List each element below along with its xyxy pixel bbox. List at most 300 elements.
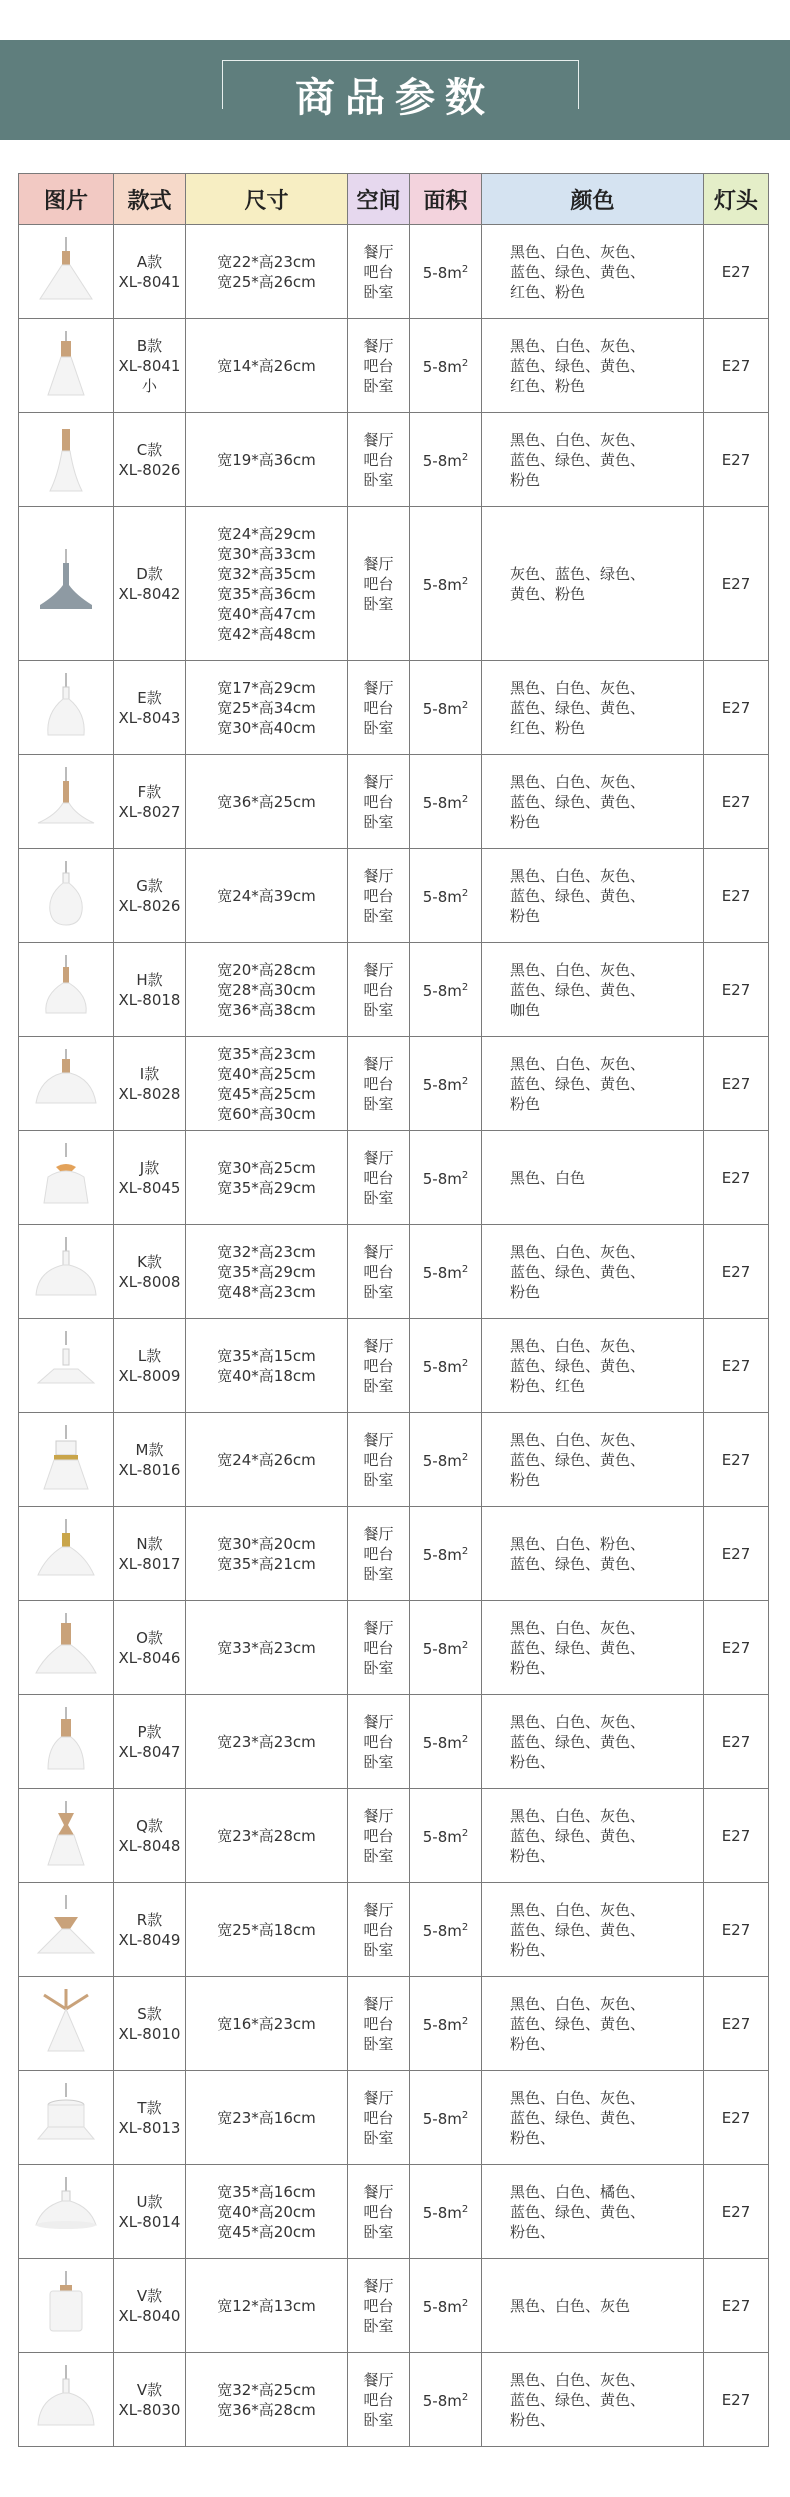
area-unit-superscript: 2 bbox=[461, 2016, 469, 2027]
picture-cell bbox=[19, 413, 114, 507]
cell-line: 吧台 bbox=[363, 2108, 394, 2127]
cell-line: 宽30*高25cm bbox=[217, 1158, 316, 1177]
cell-line: 蓝色、绿色、黄色、 bbox=[510, 1826, 646, 1845]
cell-line: 吧台 bbox=[363, 450, 394, 469]
space-cell bbox=[348, 1789, 410, 1883]
cell-line: V款 bbox=[136, 2286, 163, 2305]
lamp-base-value: E27 bbox=[721, 2108, 751, 2127]
cell-line: 宽35*高23cm bbox=[217, 1044, 316, 1063]
space-cell bbox=[348, 1601, 410, 1695]
area-cell bbox=[410, 225, 482, 319]
area-unit-superscript: 2 bbox=[461, 1170, 469, 1181]
space-cell bbox=[348, 2071, 410, 2165]
cell-line: 宽40*高47cm bbox=[217, 604, 316, 623]
area-cell bbox=[410, 1225, 482, 1319]
cell-line: 餐厅 bbox=[363, 1712, 394, 1731]
cell-line: 吧台 bbox=[363, 1544, 394, 1563]
area-unit-superscript: 2 bbox=[461, 1640, 469, 1651]
space-cell bbox=[348, 1131, 410, 1225]
style-cell bbox=[114, 1977, 186, 2071]
area-cell bbox=[410, 2165, 482, 2259]
colors-cell bbox=[482, 1319, 704, 1413]
cell-line: 宽35*高15cm bbox=[217, 1346, 316, 1365]
area-unit-superscript: 2 bbox=[461, 794, 469, 805]
lamp-base-cell bbox=[704, 2353, 769, 2447]
lamp-i-icon bbox=[26, 1049, 106, 1119]
table-row bbox=[19, 2071, 769, 2165]
cell-line: 蓝色、绿色、黄色、 bbox=[510, 886, 646, 905]
space-cell bbox=[348, 319, 410, 413]
lamp-base-value: E27 bbox=[721, 980, 751, 999]
style-cell bbox=[114, 319, 186, 413]
cell-line: C款 bbox=[136, 440, 163, 459]
area-value: 5-8m bbox=[422, 794, 462, 812]
cell-line: 黑色、白色、灰色、 bbox=[510, 430, 646, 449]
cell-line: 蓝色、绿色、黄色、 bbox=[510, 2014, 646, 2033]
picture-cell bbox=[19, 319, 114, 413]
colors-cell bbox=[482, 319, 704, 413]
area-unit-superscript: 2 bbox=[461, 982, 469, 993]
size-cell bbox=[186, 1601, 348, 1695]
cell-line: 宽20*高28cm bbox=[217, 960, 316, 979]
cell-line: 粉色、 bbox=[510, 2034, 556, 2053]
column-header: 颜色 bbox=[482, 174, 704, 225]
area-value: 5-8m bbox=[422, 452, 462, 470]
lamp-base-cell bbox=[704, 2259, 769, 2353]
area-value: 5-8m bbox=[422, 1828, 462, 1846]
space-cell bbox=[348, 2259, 410, 2353]
cell-line: 宽35*高16cm bbox=[217, 2182, 316, 2201]
area-unit-superscript: 2 bbox=[461, 1828, 469, 1839]
picture-cell bbox=[19, 661, 114, 755]
lamp-base-value: E27 bbox=[721, 450, 751, 469]
lamp-u-icon bbox=[26, 2177, 106, 2247]
cell-line: N款 bbox=[136, 1534, 163, 1553]
cell-line: 黑色、白色、灰色、 bbox=[510, 2088, 646, 2107]
cell-line: 吧台 bbox=[363, 1638, 394, 1657]
cell-line: 黄色、粉色 bbox=[510, 584, 586, 603]
cell-line: 蓝色、绿色、黄色、 bbox=[510, 980, 646, 999]
area-cell bbox=[410, 1413, 482, 1507]
picture-cell bbox=[19, 849, 114, 943]
picture-cell bbox=[19, 1319, 114, 1413]
cell-line: 黑色、白色、灰色、 bbox=[510, 1900, 646, 1919]
lamp-a-icon bbox=[26, 237, 106, 307]
area-cell bbox=[410, 1977, 482, 2071]
size-cell bbox=[186, 507, 348, 661]
area-unit-superscript: 2 bbox=[461, 700, 469, 711]
size-cell bbox=[186, 755, 348, 849]
space-cell bbox=[348, 2353, 410, 2447]
size-cell bbox=[186, 1883, 348, 1977]
cell-line: 卧室 bbox=[363, 1282, 394, 1301]
cell-line: 餐厅 bbox=[363, 2276, 394, 2295]
cell-line: 卧室 bbox=[363, 812, 394, 831]
cell-line: XL-8013 bbox=[118, 2118, 181, 2137]
cell-line: 粉色 bbox=[510, 470, 541, 489]
lamp-base-cell bbox=[704, 1413, 769, 1507]
picture-cell bbox=[19, 2353, 114, 2447]
lamp-base-cell bbox=[704, 1601, 769, 1695]
style-cell bbox=[114, 2353, 186, 2447]
cell-line: 卧室 bbox=[363, 2316, 394, 2335]
lamp-base-value: E27 bbox=[721, 698, 751, 717]
lamp-base-value: E27 bbox=[721, 1262, 751, 1281]
cell-line: 餐厅 bbox=[363, 2088, 394, 2107]
cell-line: 宽45*高25cm bbox=[217, 1084, 316, 1103]
cell-line: XL-8026 bbox=[118, 460, 181, 479]
cell-line: 卧室 bbox=[363, 1940, 394, 1959]
cell-line: XL-8047 bbox=[118, 1742, 181, 1761]
cell-line: 蓝色、绿色、黄色、 bbox=[510, 450, 646, 469]
lamp-base-cell bbox=[704, 943, 769, 1037]
style-cell bbox=[114, 413, 186, 507]
lamp-base-cell bbox=[704, 225, 769, 319]
cell-line: P款 bbox=[137, 1722, 162, 1741]
cell-line: 宽25*高26cm bbox=[217, 272, 316, 291]
cell-line: 咖色 bbox=[510, 1000, 541, 1019]
lamp-q-icon bbox=[26, 1801, 106, 1871]
header bbox=[0, 0, 790, 148]
cell-line: 黑色、白色、灰色、 bbox=[510, 772, 646, 791]
cell-line: XL-8010 bbox=[118, 2024, 181, 2043]
lamp-base-value: E27 bbox=[721, 1450, 751, 1469]
space-cell bbox=[348, 849, 410, 943]
cell-line: 粉色、 bbox=[510, 2410, 556, 2429]
cell-line: T款 bbox=[137, 2098, 162, 2117]
cell-line: 吧台 bbox=[363, 2296, 394, 2315]
picture-cell bbox=[19, 1037, 114, 1131]
area-value: 5-8m bbox=[422, 2298, 462, 2316]
lamp-base-cell bbox=[704, 319, 769, 413]
lamp-base-cell bbox=[704, 849, 769, 943]
area-cell bbox=[410, 2259, 482, 2353]
column-header: 款式 bbox=[114, 174, 186, 225]
cell-line: 卧室 bbox=[363, 1470, 394, 1489]
cell-line: 餐厅 bbox=[363, 1054, 394, 1073]
area-cell bbox=[410, 413, 482, 507]
cell-line: 蓝色、绿色、黄色、 bbox=[510, 2108, 646, 2127]
cell-line: 粉色、 bbox=[510, 1846, 556, 1865]
cell-line: I款 bbox=[139, 1064, 160, 1083]
lamp-base-value: E27 bbox=[721, 1168, 751, 1187]
area-value: 5-8m bbox=[422, 2392, 462, 2410]
cell-line: 宽24*高26cm bbox=[217, 1450, 316, 1469]
cell-line: 餐厅 bbox=[363, 960, 394, 979]
cell-line: 黑色、白色、灰色、 bbox=[510, 678, 646, 697]
style-cell bbox=[114, 2259, 186, 2353]
area-unit-superscript: 2 bbox=[461, 264, 469, 275]
lamp-base-cell bbox=[704, 2071, 769, 2165]
style-cell bbox=[114, 225, 186, 319]
cell-line: 卧室 bbox=[363, 1752, 394, 1771]
size-cell bbox=[186, 1789, 348, 1883]
area-cell bbox=[410, 849, 482, 943]
colors-cell bbox=[482, 943, 704, 1037]
cell-line: Q款 bbox=[136, 1816, 163, 1835]
cell-line: 黑色、白色、灰色、 bbox=[510, 1242, 646, 1261]
colors-cell bbox=[482, 1977, 704, 2071]
area-unit-superscript: 2 bbox=[461, 2392, 469, 2403]
lamp-t-icon bbox=[26, 2083, 106, 2153]
cell-line: 卧室 bbox=[363, 2034, 394, 2053]
cell-line: 吧台 bbox=[363, 1168, 394, 1187]
area-value: 5-8m bbox=[422, 2016, 462, 2034]
area-unit-superscript: 2 bbox=[461, 2298, 469, 2309]
cell-line: 黑色、白色、灰色、 bbox=[510, 1994, 646, 2013]
cell-line: S款 bbox=[137, 2004, 162, 2023]
page-title: 商品参数 bbox=[295, 75, 495, 121]
area-cell bbox=[410, 755, 482, 849]
lamp-base-cell bbox=[704, 507, 769, 661]
column-header: 灯头 bbox=[704, 174, 769, 225]
cell-line: 餐厅 bbox=[363, 1524, 394, 1543]
cell-line: 卧室 bbox=[363, 470, 394, 489]
size-cell bbox=[186, 661, 348, 755]
colors-cell bbox=[482, 849, 704, 943]
area-value: 5-8m bbox=[422, 1734, 462, 1752]
cell-line: 蓝色、绿色、黄色、 bbox=[510, 1262, 646, 1281]
lamp-base-value: E27 bbox=[721, 1732, 751, 1751]
cell-line: XL-8017 bbox=[118, 1554, 181, 1573]
lamp-base-value: E27 bbox=[721, 1544, 751, 1563]
table-row bbox=[19, 1131, 769, 1225]
column-header: 尺寸 bbox=[186, 174, 348, 225]
cell-line: 餐厅 bbox=[363, 678, 394, 697]
lamp-base-cell bbox=[704, 1883, 769, 1977]
cell-line: XL-8049 bbox=[118, 1930, 181, 1949]
area-cell bbox=[410, 1319, 482, 1413]
size-cell bbox=[186, 1037, 348, 1131]
lamp-base-cell bbox=[704, 1977, 769, 2071]
cell-line: 红色、粉色 bbox=[510, 282, 586, 301]
style-cell bbox=[114, 2165, 186, 2259]
area-cell bbox=[410, 319, 482, 413]
cell-line: 卧室 bbox=[363, 2222, 394, 2241]
cell-line: R款 bbox=[136, 1910, 163, 1929]
cell-line: 餐厅 bbox=[363, 1430, 394, 1449]
picture-cell bbox=[19, 1977, 114, 2071]
size-cell bbox=[186, 1695, 348, 1789]
size-cell bbox=[186, 2165, 348, 2259]
size-cell bbox=[186, 1225, 348, 1319]
cell-line: 卧室 bbox=[363, 594, 394, 613]
picture-cell bbox=[19, 1413, 114, 1507]
space-cell bbox=[348, 225, 410, 319]
cell-line: 黑色、白色、灰色、 bbox=[510, 336, 646, 355]
cell-line: 吧台 bbox=[363, 792, 394, 811]
lamp-e-icon bbox=[26, 673, 106, 743]
table-row bbox=[19, 1601, 769, 1695]
lamp-m-icon bbox=[26, 1425, 106, 1495]
cell-line: 宽23*高16cm bbox=[217, 2108, 316, 2127]
cell-line: 宽19*高36cm bbox=[217, 450, 316, 469]
space-cell bbox=[348, 1319, 410, 1413]
cell-line: 黑色、白色、灰色、 bbox=[510, 1054, 646, 1073]
lamp-base-value: E27 bbox=[721, 2014, 751, 2033]
cell-line: 宽24*高39cm bbox=[217, 886, 316, 905]
cell-line: 宽40*高20cm bbox=[217, 2202, 316, 2221]
cell-line: G款 bbox=[136, 876, 163, 895]
cell-line: 粉色 bbox=[510, 906, 541, 925]
style-cell bbox=[114, 755, 186, 849]
cell-line: 餐厅 bbox=[363, 242, 394, 261]
cell-line: 蓝色、绿色、黄色、 bbox=[510, 2390, 646, 2409]
area-cell bbox=[410, 1883, 482, 1977]
table-row bbox=[19, 661, 769, 755]
picture-cell bbox=[19, 1225, 114, 1319]
cell-line: 宽30*高33cm bbox=[217, 544, 316, 563]
area-value: 5-8m bbox=[422, 982, 462, 1000]
space-cell bbox=[348, 1413, 410, 1507]
style-cell bbox=[114, 1507, 186, 1601]
cell-line: 吧台 bbox=[363, 2390, 394, 2409]
style-cell bbox=[114, 661, 186, 755]
lamp-p-icon bbox=[26, 1707, 106, 1777]
cell-line: 宽28*高30cm bbox=[217, 980, 316, 999]
lamp-base-value: E27 bbox=[721, 792, 751, 811]
style-cell bbox=[114, 1131, 186, 1225]
lamp-base-cell bbox=[704, 2165, 769, 2259]
area-value: 5-8m bbox=[422, 576, 462, 594]
cell-line: 吧台 bbox=[363, 1074, 394, 1093]
cell-line: 宽32*高35cm bbox=[217, 564, 316, 583]
size-cell bbox=[186, 413, 348, 507]
picture-cell bbox=[19, 755, 114, 849]
size-cell bbox=[186, 2353, 348, 2447]
area-cell bbox=[410, 1601, 482, 1695]
cell-line: 吧台 bbox=[363, 698, 394, 717]
cell-line: 卧室 bbox=[363, 1094, 394, 1113]
colors-cell bbox=[482, 225, 704, 319]
colors-cell bbox=[482, 2353, 704, 2447]
lamp-base-value: E27 bbox=[721, 1920, 751, 1939]
style-cell bbox=[114, 943, 186, 1037]
cell-line: 餐厅 bbox=[363, 336, 394, 355]
area-value: 5-8m bbox=[422, 888, 462, 906]
style-cell bbox=[114, 1225, 186, 1319]
lamp-base-value: E27 bbox=[721, 262, 751, 281]
colors-cell bbox=[482, 507, 704, 661]
area-value: 5-8m bbox=[422, 1452, 462, 1470]
cell-line: 蓝色、绿色、黄色、 bbox=[510, 1450, 646, 1469]
cell-line: XL-8041 bbox=[118, 272, 181, 291]
cell-line: XL-8027 bbox=[118, 802, 181, 821]
cell-line: E款 bbox=[137, 688, 162, 707]
lamp-base-value: E27 bbox=[721, 2202, 751, 2221]
lamp-base-value: E27 bbox=[721, 1074, 751, 1093]
cell-line: 粉色、 bbox=[510, 1658, 556, 1677]
cell-line: 蓝色、绿色、黄色、 bbox=[510, 356, 646, 375]
table-row bbox=[19, 1789, 769, 1883]
cell-line: A款 bbox=[136, 252, 163, 271]
cell-line: 吧台 bbox=[363, 1920, 394, 1939]
area-value: 5-8m bbox=[422, 1546, 462, 1564]
area-value: 5-8m bbox=[422, 1170, 462, 1188]
cell-line: 黑色、白色、灰色、 bbox=[510, 1618, 646, 1637]
style-cell bbox=[114, 1037, 186, 1131]
cell-line: 餐厅 bbox=[363, 2370, 394, 2389]
cell-line: XL-8048 bbox=[118, 1836, 181, 1855]
colors-cell bbox=[482, 1037, 704, 1131]
space-cell bbox=[348, 413, 410, 507]
colors-cell bbox=[482, 1789, 704, 1883]
cell-line: 吧台 bbox=[363, 1356, 394, 1375]
cell-line: 卧室 bbox=[363, 376, 394, 395]
cell-line: 宽35*高29cm bbox=[217, 1262, 316, 1281]
cell-line: U款 bbox=[136, 2192, 163, 2211]
area-value: 5-8m bbox=[422, 358, 462, 376]
cell-line: 餐厅 bbox=[363, 1618, 394, 1637]
cell-line: 宽24*高29cm bbox=[217, 524, 316, 543]
space-cell bbox=[348, 661, 410, 755]
cell-line: 宽23*高28cm bbox=[217, 1826, 316, 1845]
cell-line: 卧室 bbox=[363, 906, 394, 925]
cell-line: 卧室 bbox=[363, 1564, 394, 1583]
table-row bbox=[19, 2259, 769, 2353]
space-cell bbox=[348, 1225, 410, 1319]
cell-line: 红色、粉色 bbox=[510, 718, 586, 737]
cell-line: 黑色、白色、灰色、 bbox=[510, 242, 646, 261]
cell-line: J款 bbox=[139, 1158, 160, 1177]
header-row bbox=[19, 174, 769, 225]
area-unit-superscript: 2 bbox=[461, 2204, 469, 2215]
cell-line: 吧台 bbox=[363, 574, 394, 593]
size-cell bbox=[186, 2071, 348, 2165]
area-unit-superscript: 2 bbox=[461, 1734, 469, 1745]
colors-cell bbox=[482, 2071, 704, 2165]
cell-line: 宽32*高23cm bbox=[217, 1242, 316, 1261]
lamp-base-cell bbox=[704, 1225, 769, 1319]
colors-cell bbox=[482, 1131, 704, 1225]
lamp-r-icon bbox=[26, 1895, 106, 1965]
area-cell bbox=[410, 507, 482, 661]
cell-line: 宽36*高25cm bbox=[217, 792, 316, 811]
table-row bbox=[19, 1319, 769, 1413]
cell-line: 粉色、 bbox=[510, 1752, 556, 1771]
table-row bbox=[19, 1883, 769, 1977]
cell-line: 吧台 bbox=[363, 2014, 394, 2033]
area-unit-superscript: 2 bbox=[461, 1546, 469, 1557]
cell-line: 蓝色、绿色、黄色、 bbox=[510, 792, 646, 811]
lamp-d-icon bbox=[26, 549, 106, 619]
cell-line: XL-8041 bbox=[118, 356, 181, 375]
lamp-base-cell bbox=[704, 661, 769, 755]
cell-line: 卧室 bbox=[363, 1658, 394, 1677]
picture-cell bbox=[19, 1507, 114, 1601]
area-unit-superscript: 2 bbox=[461, 1922, 469, 1933]
cell-line: 黑色、白色、灰色、 bbox=[510, 1806, 646, 1825]
style-cell bbox=[114, 1789, 186, 1883]
table-row bbox=[19, 2353, 769, 2447]
lamp-n-icon bbox=[26, 1519, 106, 1589]
style-cell bbox=[114, 1601, 186, 1695]
cell-line: 蓝色、绿色、黄色、 bbox=[510, 1074, 646, 1093]
style-cell bbox=[114, 2071, 186, 2165]
cell-line: 黑色、白色、灰色、 bbox=[510, 1712, 646, 1731]
cell-line: 吧台 bbox=[363, 1262, 394, 1281]
space-cell bbox=[348, 755, 410, 849]
cell-line: XL-8046 bbox=[118, 1648, 181, 1667]
cell-line: O款 bbox=[136, 1628, 163, 1647]
cell-line: 宽60*高30cm bbox=[217, 1104, 316, 1123]
cell-line: 餐厅 bbox=[363, 1900, 394, 1919]
column-header: 面积 bbox=[410, 174, 482, 225]
lamp-base-value: E27 bbox=[721, 2390, 751, 2409]
table-row bbox=[19, 413, 769, 507]
lamp-base-value: E27 bbox=[721, 574, 751, 593]
cell-line: XL-8028 bbox=[118, 1084, 181, 1103]
